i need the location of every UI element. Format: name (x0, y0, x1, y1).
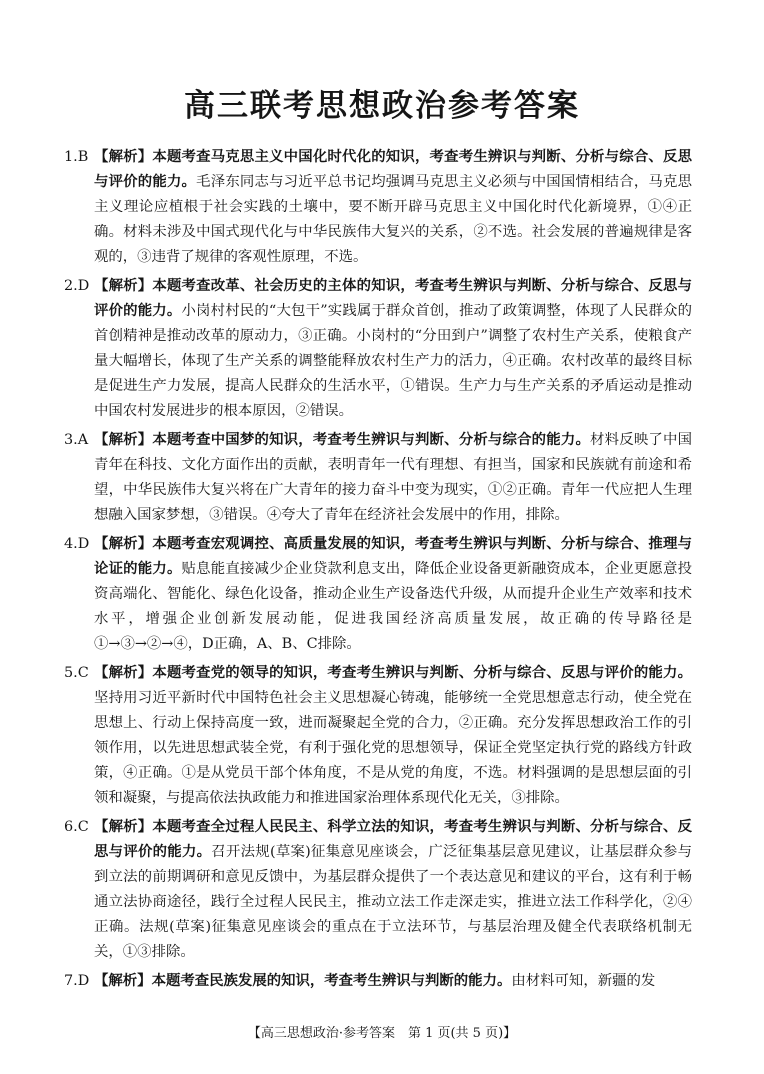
answer-body: 毛泽东同志与习近平总书记均强调马克思主义必须与中国国情相结合，马克思主义理论应植根于社会实践的土壤中，要不断开辟马克思主义中国化时代化新境界，①④正确。材料未涉及中国式现代化与中华民族伟大复兴的关系，②不选。社会发展的普遍规律是客观的，③违背了规律的客观性原理，不选。 (94, 174, 692, 265)
answer-number: 1.B (64, 149, 89, 165)
analysis-tag: 【解析】 (94, 432, 153, 448)
answer-item-1 (64, 145, 692, 270)
answer-lead: 本题考查改革、社会历史的主体的知识，考查考生辨识与判断、分析与综合、反思与评价的能力。 (94, 278, 692, 319)
answer-item-3 (64, 428, 692, 528)
answer-body: 材料反映了中国青年在科技、文化方面作出的贡献，表明青年一代有理想、有担当，国家和民族就有前途和希望，中华民族伟大复兴将在广大青年的接力奋斗中变为现实，①②正确。青年一代应把人生理想融入国家梦想，③错误。④夸大了青年在经济社会发展中的作用，排除。 (94, 432, 692, 523)
answer-body: 坚持用习近平新时代中国特色社会主义思想凝心铸魂，能够统一全党思想意志行动，使全党在思想上、行动上保持高度一致，进而凝聚起全党的合力，②正确。充分发挥思想政治工作的引领作用，以先进思想武装全党，有利于强化党的思想领导，保证全党坚定执行党的路线方针政策，④正确。①是从党员干部个体角度，不是从党的角度，不选。材料强调的是思想层面的引领和凝聚，与提高依法执政能力和推进国家治理体系现代化无关，③排除。 (94, 690, 692, 806)
answer-number: 4.D (64, 536, 90, 552)
answer-lead: 本题考查中国梦的知识，考查考生辨识与判断、分析与综合的能力。 (152, 432, 591, 448)
answer-body: 召开法规(草案)征集意见座谈会，广泛征集基层意见建议，让基层群众参与到立法的前期调研和意见反馈中，为基层群众提供了一个表达意见和建议的平台，这有利于畅通立法协商途径，践行全过程人民民主，推动立法工作走深走实，推进立法工作科学化，②④正确。法规(草案)征集意见座谈会的重点在于立法环节，与基层治理及健全代表联络机制无关，①③排除。 (94, 844, 692, 960)
analysis-tag: 【解析】 (94, 665, 153, 681)
answer-lead: 本题考查马克思主义中国化时代化的知识，考查考生辨识与判断、分析与综合、反思与评价的能力。 (94, 149, 692, 190)
answer-item-2 (64, 274, 692, 424)
answer-lead: 本题考查党的领导的知识，考查考生辨识与判断、分析与综合、反思与评价的能力。 (152, 665, 692, 681)
answer-number: 3.A (64, 432, 89, 448)
answer-item-5 (64, 661, 692, 811)
answer-item-4 (64, 532, 692, 657)
analysis-tag: 【解析】 (94, 278, 153, 294)
answer-list (64, 145, 692, 998)
answer-item-6 (64, 815, 692, 965)
answer-lead: 本题考查全过程人民民主、科学立法的知识，考查考生辨识与判断、分析与综合、反思与评价的能力。 (94, 819, 692, 860)
answer-number: 6.C (64, 819, 89, 835)
answer-body: 由材料可知，新疆的发 (511, 973, 656, 989)
answer-body: 小岗村村民的“大包干”实践属于群众首创，推动了政策调整，体现了人民群众的首创精神是推动改革的原动力，③正确。小岗村的“分田到户”调整了农村生产关系，使粮食产量大幅增长，体现了生产关系的调整能释放农村生产力的活力，④正确。农村改革的最终目标是促进生产力发展，提高人民群众的生活水平，①错误。生产力与生产关系的矛盾运动是推动中国农村发展进步的根本原因，②错误。 (94, 303, 692, 419)
analysis-tag: 【解析】 (94, 973, 152, 989)
answer-lead: 本题考查民族发展的知识，考查考生辨识与判断的能力。 (151, 973, 512, 989)
answer-item-7 (64, 969, 692, 994)
answer-number: 7.D (64, 973, 90, 989)
answer-lead: 本题考查宏观调控、高质量发展的知识，考查考生辨识与判断、分析与综合、推理与论证的能力。 (94, 536, 692, 577)
page-title: 高三联考思想政治参考答案 (184, 88, 580, 124)
analysis-tag: 【解析】 (94, 819, 153, 835)
analysis-tag: 【解析】 (94, 536, 153, 552)
answer-number: 5.C (64, 665, 89, 681)
analysis-tag: 【解析】 (94, 149, 153, 165)
page-footer: 【高三思想政治·参考答案 第 1 页(共 5 页)】 (247, 1026, 517, 1041)
answer-body: 贴息能直接减少企业贷款利息支出，降低企业设备更新融资成本，企业更愿意投资高端化、智能化、绿色化设备，推动企业生产设备迭代升级，从而提升企业生产效率和技术水平，增强企业创新发展动能，促进我国经济高质量发展，故正确的传导路径是①→③→②→④，D正确，A、B、C排除。 (94, 561, 692, 652)
answer-number: 2.D (64, 278, 90, 294)
